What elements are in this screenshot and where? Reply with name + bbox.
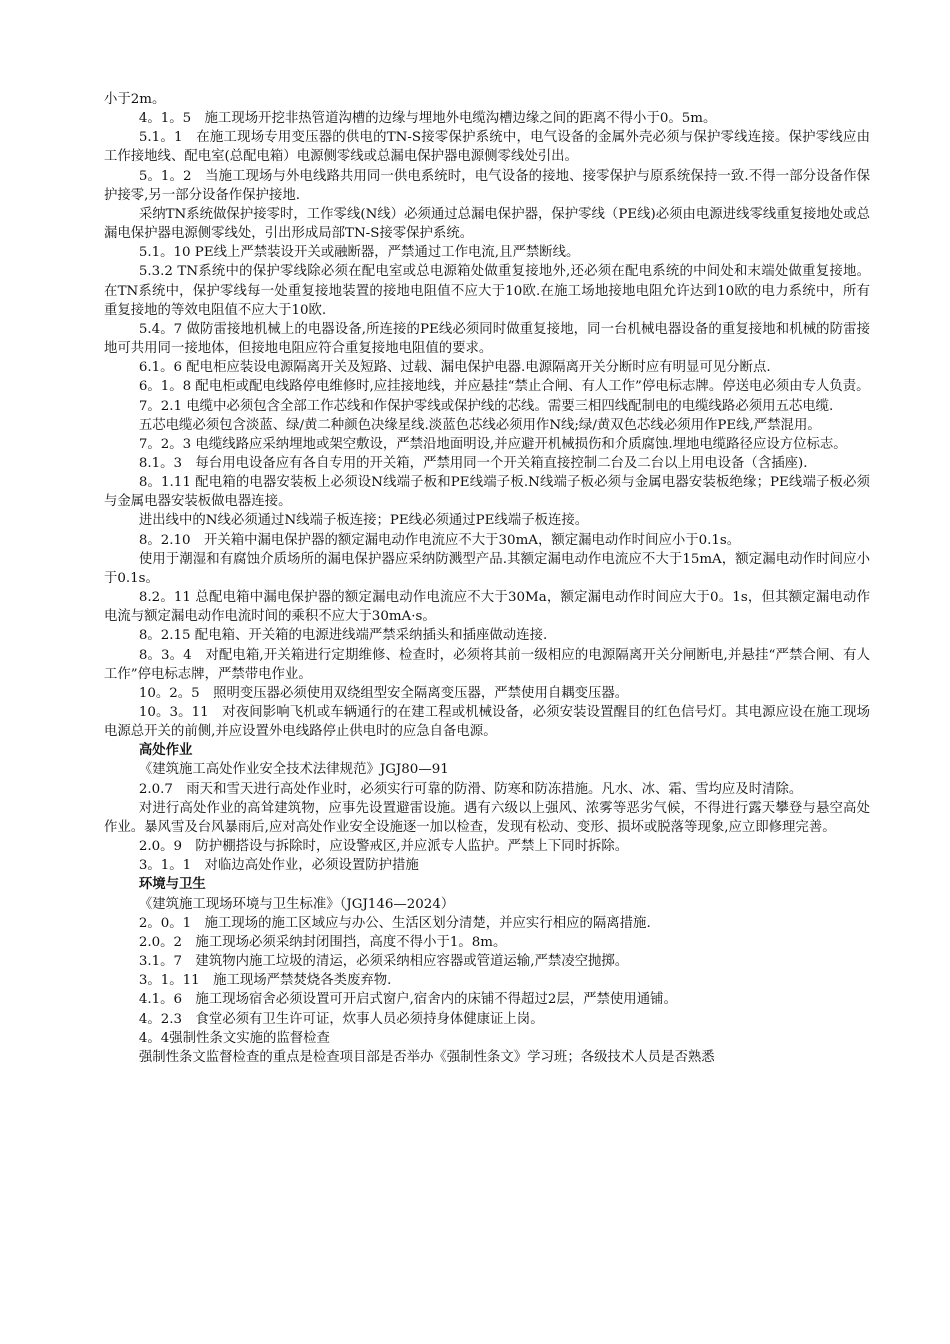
paragraph: 3.1。7 建筑物内施工垃圾的清运，必须采纳相应容器或管道运输,严禁凌空抛掷。 — [138, 954, 629, 970]
paragraph: 5。1。2 当施工现场与外电线路共用同一供电系统时，电气设备的接地、接零保护与原系统保持一致.不得一部分设备作保护接零,另一部分设备作保护接地. — [104, 168, 870, 203]
paragraph: 8。1.11 配电箱的电器安装板上必须设N线端子板和PE线端子板.N线端子板必须与金属电器安装板绝缘；PE线端子板必须与金属电器安装板做电器连接。 — [104, 475, 870, 510]
paragraph: 7。2。3 电缆线路应采纳埋地或架空敷设，严禁沿地面明设,并应避开机械损伤和介质腐蚀.埋地电缆路径应设方位标志。 — [138, 436, 847, 452]
section-heading: 高处作业 — [138, 742, 193, 759]
paragraph: 8.2。11 总配电箱中漏电保护器的额定漏电动作电流应不大于30Ma，额定漏电动作时间应大于0。1s，但其额定漏电动作电流与额定漏电动作电流时间的乘积不应大于30mA·s。 — [104, 590, 870, 625]
paragraph: 6。1。8 配电柜或配电线路停电维修时,应挂接地线，并应悬挂“禁止合闸、有人工作”停电标志牌。停送电必须由专人负责。 — [138, 379, 870, 395]
paragraph: 2.0。2 施工现场必须采纳封闭围挡，高度不得小于1。8m。 — [138, 934, 507, 950]
paragraph: 5.1。10 PE线上严禁装设开关或融断器，严禁通过工作电流,且严禁断线。 — [138, 245, 580, 261]
paragraph: 8。2.15 配电箱、开关箱的电源进线端严禁采纳插头和插座做动连接. — [138, 628, 548, 644]
paragraph: 8。3。4 对配电箱,开关箱进行定期维修、检查时，必须将其前一级相应的电源隔离开关分闸断电,并悬挂“严禁合闸、有人工作”停电标志牌，严禁带电作业。 — [104, 647, 870, 682]
paragraph: 3。1。1 对临边高处作业，必须设置防护措施 — [138, 858, 419, 874]
paragraph: 进出线中的N线必须通过N线端子板连接；PE线必须通过PE线端子板连接。 — [138, 513, 589, 529]
paragraph: 5.3.2 TN系统中的保护零线除必须在配电室或总电源箱处做重复接地外,还必须在配电系统的中间处和末端处做重复接地。在TN系统中，保护零线每一处重复接地装置的接地电阻值不应大于10欧.在施工场地接地电阻允许达到10欧的电力系统中，所有重复接地的等效电阻值不应大于10欧. — [104, 264, 870, 318]
paragraph: 小于2m。 — [104, 92, 166, 107]
paragraph: 8.1。3 每台用电设备应有各自专用的开关箱，严禁用同一个开关箱直接控制二台及二台以上用电设备（含插座). — [138, 455, 808, 471]
paragraph: 对进行高处作业的高耸建筑物，应事先设置避雷设施。遇有六级以上强风、浓雾等恶劣气候，不得进行露天攀登与悬空高处作业。暴风雪及台风暴雨后,应对高处作业安全设施逐一加以检查，发现有松动、变形、损坏或脱落等现象,应立即修理完善。 — [104, 800, 870, 835]
paragraph: 3。1。11 施工现场严禁焚烧各类废弃物. — [138, 973, 392, 989]
paragraph: 8。2.10 开关箱中漏电保护器的额定漏电动作电流应不大于30mA，额定漏电动作时间应小于0.1s。 — [138, 532, 741, 548]
paragraph: 10。2。5 照明变压器必须使用双绕组型安全隔离变压器，严禁使用自耦变压器。 — [138, 685, 629, 701]
paragraph: 4.1。6 施工现场宿舍必须设置可开启式窗户,宿舍内的床铺不得超过2层，严禁使用通铺。 — [138, 992, 677, 1008]
paragraph: 2.0.7 雨天和雪天进行高处作业时，必须实行可靠的防滑、防寒和防冻措施。凡水、冰、霜、雪均应及时清除。 — [138, 781, 803, 797]
document-page — [104, 90, 870, 1067]
paragraph: 五芯电缆必须包含淡蓝、绿/黄二种颜色决缘星线.淡蓝色芯线必须用作N线;绿/黄双色芯线必须用作PE线,严禁混用。 — [138, 417, 821, 433]
paragraph: 使用于潮湿和有腐蚀介质场所的漏电保护器应采纳防溅型产品.其额定漏电动作电流应不大于15mA，额定漏电动作时间应小于0.1s。 — [104, 551, 870, 586]
paragraph: 2.0。9 防护棚搭设与拆除时，应设警戒区,并应派专人监护。严禁上下同时拆除。 — [138, 839, 629, 855]
section-heading: 环境与卫生 — [138, 876, 206, 893]
paragraph: 10。3。11 对夜间影响飞机或车辆通行的在建工程或机械设备，必须安装设置醒目的红色信号灯。其电源应设在施工现场电源总开关的前侧,并应设置外电线路停止供电时的应急自备电源。 — [104, 705, 870, 740]
paragraph: 4。4强制性条文实施的监督检查 — [138, 1030, 330, 1046]
paragraph: 4。2.3 食堂必须有卫生许可证，炊事人员必须持身体健康证上岗。 — [138, 1011, 544, 1027]
paragraph: 《建筑施工高处作业安全技术法律规范》JGJ80—91 — [138, 762, 449, 778]
paragraph: 5.4。7 做防雷接地机械上的电器设备,所连接的PE线必须同时做重复接地，同一台机械电器设备的重复接地和机械的防雷接地可共用同一接地体，但接地电阻应符合重复接地电阻值的要求。 — [104, 321, 870, 357]
paragraph: 6.1。6 配电柜应装设电源隔离开关及短路、过载、漏电保护电器.电源隔离开关分断时应有明显可见分断点. — [138, 360, 771, 376]
paragraph: 4。1。5 施工现场开挖非热管道沟槽的边缘与埋地外电缆沟槽边缘之间的距离不得小于0。5m。 — [138, 111, 717, 127]
paragraph: 《建筑施工现场环境与卫生标准》（JGJ146—2024） — [138, 896, 455, 912]
paragraph: 强制性条文监督检查的重点是检查项目部是否举办《强制性条文》学习班；各级技术人员是否熟悉 — [138, 1049, 715, 1065]
paragraph: 2。0。1 施工现场的施工区域应与办公、生活区划分清楚，并应实行相应的隔离措施. — [138, 915, 651, 931]
paragraph: 5.1。1 在施工现场专用变压器的供电的TN-S接零保护系统中，电气设备的金属外壳必须与保护零线连接。保护零线应由工作接地线、配电室(总配电箱）电源侧零线或总漏电保护器电源侧零线处引出。 — [104, 130, 870, 165]
paragraph: 采纳TN系统做保护接零时，工作零线(N线）必须通过总漏电保护器，保护零线（PE线)必须由电源进线零线重复接地处或总漏电保护器电源侧零线处，引出形成局部TN-S接零保护系统。 — [104, 206, 870, 242]
paragraph: 7。2.1 电缆中必须包含全部工作芯线和作保护零线或保护线的芯线。需要三相四线配制电的电缆线路必须用五芯电缆. — [138, 398, 834, 414]
